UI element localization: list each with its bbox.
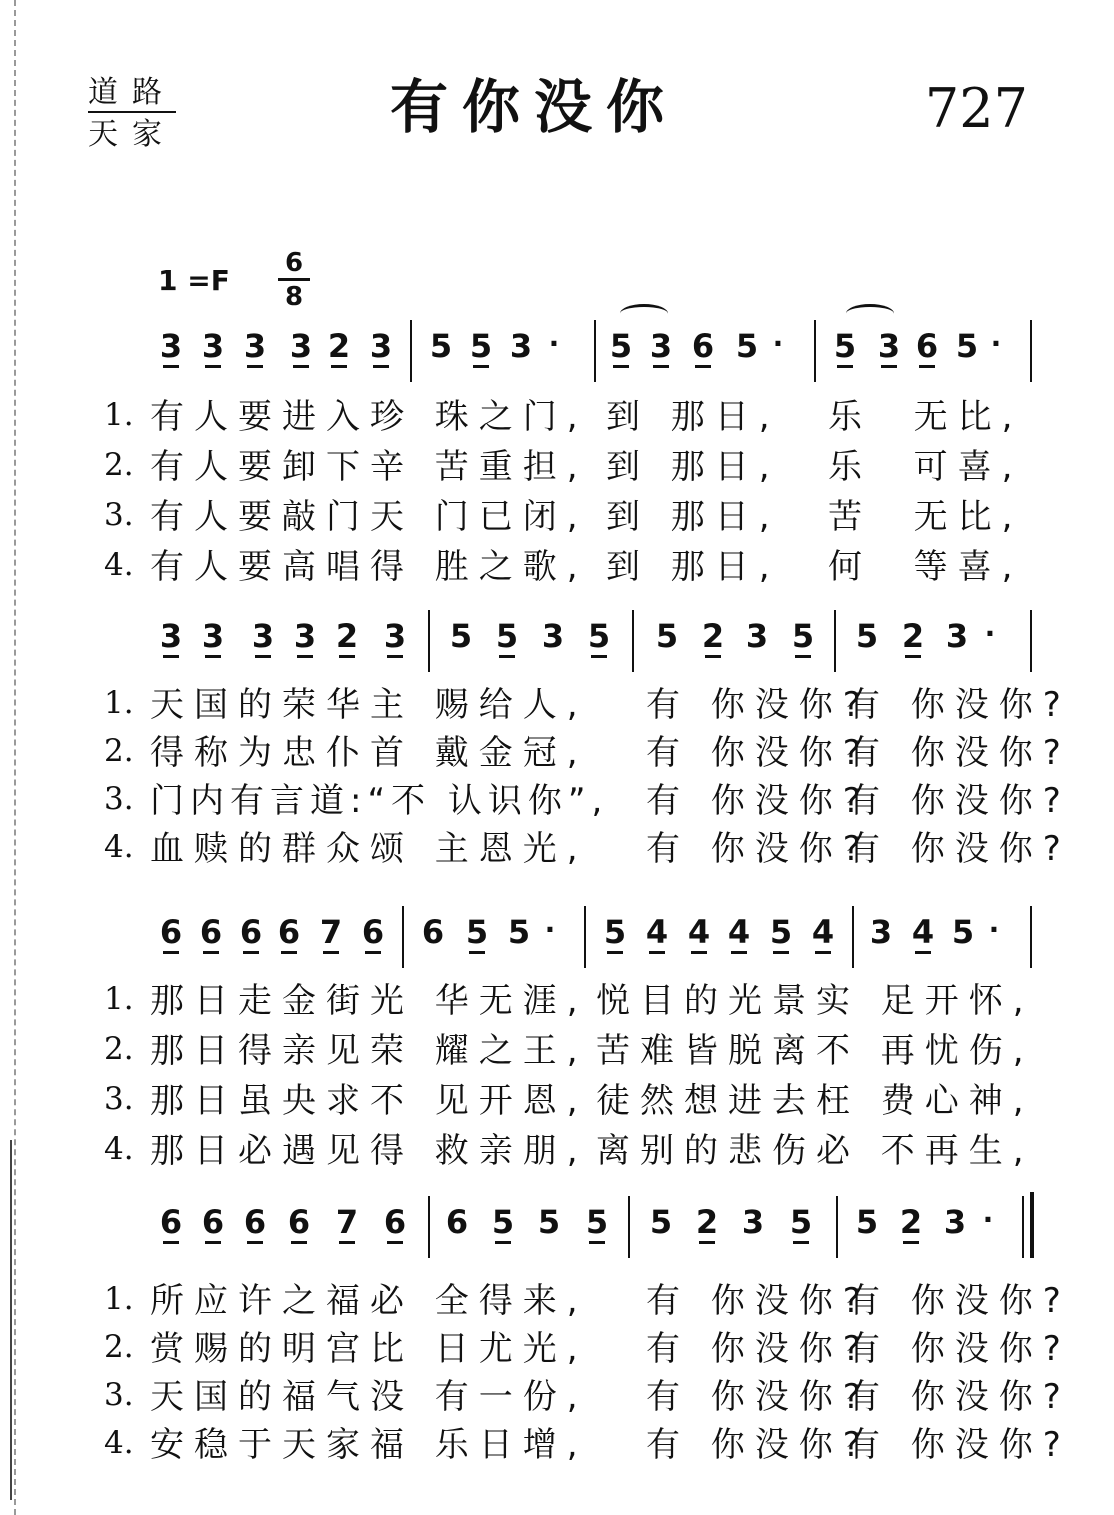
- lyric-segment: 有人要进入珍 珠之门,: [150, 397, 588, 437]
- note: 5: [764, 916, 798, 948]
- lyric-segment: 乐 无比,: [828, 397, 1023, 437]
- barline: [402, 906, 404, 968]
- note: 2: [894, 1206, 928, 1238]
- note: 5: [429, 327, 453, 365]
- note: 3: [246, 620, 280, 652]
- note: 3: [945, 617, 969, 655]
- note: 2: [896, 620, 930, 652]
- lyric-segment: 有 你没你?: [646, 685, 871, 725]
- note: 3: [943, 1203, 967, 1241]
- barline: [594, 320, 596, 382]
- verse-number: 3.: [104, 1081, 134, 1117]
- lyric-segment: 有 你没你?: [646, 829, 871, 869]
- note-dot: ·: [544, 913, 556, 946]
- note: 5: [464, 330, 498, 362]
- verse-number: 4.: [104, 547, 134, 583]
- lyric-segment: 有 你没你?: [646, 1425, 871, 1465]
- notation-row-3: [0, 913, 1114, 976]
- lyric-segment: 有 你没你?: [846, 1425, 1071, 1465]
- barline: [852, 906, 854, 968]
- barline: [632, 610, 634, 672]
- lyric-segment: 那日必遇见得 救亲朋,: [150, 1131, 588, 1171]
- note: 6: [378, 1206, 412, 1238]
- lyric-segment: 有 你没你?: [846, 1281, 1071, 1321]
- note: 3: [196, 620, 230, 652]
- note: 5: [460, 916, 494, 948]
- note: 5: [580, 1206, 614, 1238]
- note: 3: [541, 617, 565, 655]
- notation-row-1: [0, 327, 1114, 390]
- tie-arc: [620, 304, 668, 323]
- lyric-segment: 有 你没你?: [846, 733, 1071, 773]
- verse-number: 3.: [104, 1377, 134, 1413]
- note: 5: [649, 1203, 673, 1241]
- verse-number: 3.: [104, 781, 134, 817]
- barline: [1030, 906, 1032, 968]
- note: 3: [154, 330, 188, 362]
- final-barline: [1030, 1192, 1034, 1258]
- note: 6: [154, 1206, 188, 1238]
- notation-row-2: [0, 617, 1114, 680]
- lyric-segment: 有 你没你?: [846, 685, 1071, 725]
- note: 6: [234, 916, 268, 948]
- note: 5: [486, 1206, 520, 1238]
- note: 5: [784, 1206, 818, 1238]
- time-signature: [278, 250, 310, 310]
- lyric-segment: 赏赐的明宫比 日尤光,: [150, 1329, 588, 1369]
- verse-number: 4.: [104, 829, 134, 865]
- lyric-segment: 苦难皆脱离不 再忧伤,: [596, 1031, 1034, 1071]
- time-denominator: 8: [284, 282, 304, 312]
- note: 2: [322, 330, 356, 362]
- note: 2: [696, 620, 730, 652]
- note-dot: ·: [982, 1203, 994, 1236]
- verse-number: 4.: [104, 1425, 134, 1461]
- lyric-segment: 悦目的光景实 足开怀,: [596, 981, 1034, 1021]
- verse-number: 3.: [104, 497, 134, 533]
- note: 7: [330, 1206, 364, 1238]
- note: 5: [537, 1203, 561, 1241]
- lyric-segment: 门内有言道:“不 认识你”,: [150, 781, 609, 821]
- lyric-segment: 那日虽央求不 见开恩,: [150, 1081, 588, 1121]
- binding-margin-line: [14, 0, 16, 1515]
- lyric-segment: 有 你没你?: [846, 781, 1071, 821]
- binding-margin-mark: [10, 1140, 12, 1500]
- note: 3: [364, 330, 398, 362]
- note: 5: [955, 327, 979, 365]
- lyric-segment: 到 那日,: [606, 497, 780, 537]
- note: 3: [288, 620, 322, 652]
- lyric-segment: 那日得亲见荣 耀之王,: [150, 1031, 588, 1071]
- lyric-segment: 有 你没你?: [646, 733, 871, 773]
- lyric-segment: 到 那日,: [606, 547, 780, 587]
- lyric-segment: 天国的福气没 有一份,: [150, 1377, 588, 1417]
- lyric-segment: 有 你没你?: [646, 781, 871, 821]
- verse-number: 1.: [104, 981, 134, 1017]
- note: 3: [872, 330, 906, 362]
- note: 5: [951, 913, 975, 951]
- note: 4: [722, 916, 756, 948]
- note: 6: [421, 913, 445, 951]
- verse-number: 1.: [104, 1281, 134, 1317]
- note: 5: [449, 617, 473, 655]
- note: 7: [314, 916, 348, 948]
- verse-number: 4.: [104, 1131, 134, 1167]
- note: 2: [330, 620, 364, 652]
- category-bottom: 天家: [88, 117, 176, 152]
- note: 3: [154, 620, 188, 652]
- notation-row-4: [0, 1203, 1114, 1266]
- lyric-segment: 苦 无比,: [828, 497, 1023, 537]
- hymn-number: 727: [924, 77, 1028, 140]
- lyric-segment: 有人要卸下辛 苦重担,: [150, 447, 588, 487]
- barline: [410, 320, 412, 382]
- note: 3: [745, 617, 769, 655]
- note: 4: [806, 916, 840, 948]
- time-numerator: 6: [278, 250, 310, 281]
- note: 6: [910, 330, 944, 362]
- hymn-title: 有你没你: [390, 73, 679, 141]
- lyric-segment: 所应许之福必 全得来,: [150, 1281, 588, 1321]
- lyric-segment: 有人要敲门天 门已闭,: [150, 497, 588, 537]
- barline: [836, 1196, 838, 1258]
- note: 5: [828, 330, 862, 362]
- note: 6: [356, 916, 390, 948]
- lyric-segment: 离别的悲伤必 不再生,: [596, 1131, 1034, 1171]
- lyric-segment: 有 你没你?: [846, 829, 1071, 869]
- verse-number: 2.: [104, 733, 134, 769]
- lyric-segment: 何 等喜,: [828, 547, 1023, 587]
- note: 5: [604, 330, 638, 362]
- note: 6: [282, 1206, 316, 1238]
- barline: [628, 1196, 630, 1258]
- barline: [834, 610, 836, 672]
- note: 6: [194, 916, 228, 948]
- lyric-segment: 天国的荣华主 赐给人,: [150, 685, 588, 725]
- lyric-segment: 徒然想进去枉 费心神,: [596, 1081, 1034, 1121]
- note: 6: [272, 916, 306, 948]
- lyric-segment: 有 你没你?: [846, 1329, 1071, 1369]
- note: 3: [509, 327, 533, 365]
- barline: [428, 610, 430, 672]
- note: 6: [196, 1206, 230, 1238]
- note: 4: [640, 916, 674, 948]
- lyric-segment: 到 那日,: [606, 397, 780, 437]
- barline: [428, 1196, 430, 1258]
- note: 3: [378, 620, 412, 652]
- barline: [814, 320, 816, 382]
- note-dot: ·: [990, 327, 1002, 360]
- verse-number: 2.: [104, 1031, 134, 1067]
- lyric-segment: 有人要高唱得 胜之歌,: [150, 547, 588, 587]
- lyric-segment: 有 你没你?: [646, 1377, 871, 1417]
- note: 5: [582, 620, 616, 652]
- verse-number: 2.: [104, 447, 134, 483]
- note: 5: [490, 620, 524, 652]
- note: 4: [682, 916, 716, 948]
- note: 3: [238, 330, 272, 362]
- barline: [1030, 320, 1032, 382]
- note-dot: ·: [548, 327, 560, 360]
- lyric-segment: 有 你没你?: [646, 1281, 871, 1321]
- lyric-segment: 乐 可喜,: [828, 447, 1023, 487]
- lyric-segment: 有 你没你?: [846, 1377, 1071, 1417]
- note-dot: ·: [988, 913, 1000, 946]
- verse-number: 2.: [104, 1329, 134, 1365]
- note: 5: [507, 913, 531, 951]
- note: 6: [238, 1206, 272, 1238]
- lyric-segment: 有 你没你?: [646, 1329, 871, 1369]
- lyric-segment: 得称为忠仆首 戴金冠,: [150, 733, 588, 773]
- note: 3: [284, 330, 318, 362]
- barline: [1030, 610, 1032, 672]
- tie-arc: [846, 304, 894, 323]
- category-top: 道路: [88, 78, 176, 113]
- note: 3: [869, 913, 893, 951]
- note-dot: ·: [772, 327, 784, 360]
- lyric-segment: 血赎的群众颂 主恩光,: [150, 829, 588, 869]
- note: 6: [686, 330, 720, 362]
- note: 6: [154, 916, 188, 948]
- note: 2: [690, 1206, 724, 1238]
- note: 3: [644, 330, 678, 362]
- note: 5: [855, 617, 879, 655]
- lyric-segment: 安稳于天家福 乐日增,: [150, 1425, 588, 1465]
- barline: [1022, 1196, 1024, 1258]
- verse-number: 1.: [104, 685, 134, 721]
- note: 5: [855, 1203, 879, 1241]
- note: 6: [445, 1203, 469, 1241]
- note: 5: [786, 620, 820, 652]
- lyric-segment: 那日走金街光 华无涯,: [150, 981, 588, 1021]
- note: 5: [735, 327, 759, 365]
- key-signature: 1 =F: [158, 264, 230, 297]
- note: 5: [655, 617, 679, 655]
- barline: [584, 906, 586, 968]
- note-dot: ·: [984, 617, 996, 650]
- note: 3: [741, 1203, 765, 1241]
- lyric-segment: 到 那日,: [606, 447, 780, 487]
- verse-number: 1.: [104, 397, 134, 433]
- note: 3: [196, 330, 230, 362]
- note: 4: [906, 916, 940, 948]
- note: 5: [598, 916, 632, 948]
